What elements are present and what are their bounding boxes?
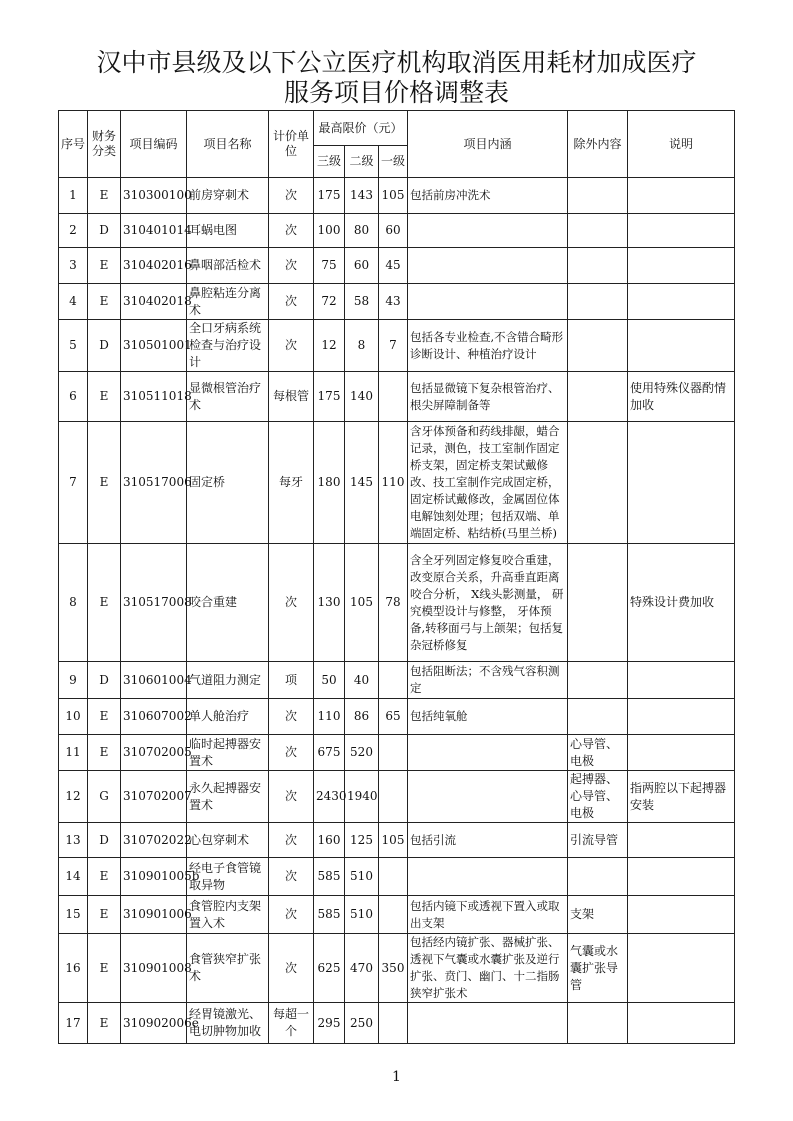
cell-code: 310607002 — [121, 699, 187, 735]
cell-seq: 4 — [59, 284, 88, 320]
cell-price-level2: 105 — [345, 544, 379, 662]
cell-exclusions — [568, 214, 628, 248]
cell-code: 310402016 — [121, 248, 187, 284]
cell-name: 食管腔内支架置入术 — [187, 896, 269, 934]
cell-exclusions — [568, 320, 628, 372]
cell-price-level1: 45 — [379, 248, 408, 284]
cell-price-level3: 75 — [314, 248, 345, 284]
cell-category: D — [88, 320, 121, 372]
table-row — [59, 372, 735, 422]
cell-name: 经电子食管镜取异物 — [187, 858, 269, 896]
cell-price-level1: 65 — [379, 699, 408, 735]
cell-code: 310601004 — [121, 662, 187, 699]
cell-price-level1 — [379, 858, 408, 896]
cell-category: E — [88, 934, 121, 1003]
table-body — [59, 178, 735, 1044]
cell-name: 鼻咽部活检术 — [187, 248, 269, 284]
cell-exclusions — [568, 422, 628, 544]
cell-code: 310300100 — [121, 178, 187, 214]
table-row — [59, 771, 735, 823]
cell-seq: 10 — [59, 699, 88, 735]
cell-seq: 3 — [59, 248, 88, 284]
header-unit: 计价单位 — [269, 111, 314, 178]
cell-seq: 15 — [59, 896, 88, 934]
cell-price-level2: 125 — [345, 823, 379, 858]
cell-price-level2: 40 — [345, 662, 379, 699]
cell-seq: 6 — [59, 372, 88, 422]
cell-price-level2: 143 — [345, 178, 379, 214]
cell-category: E — [88, 248, 121, 284]
table-row — [59, 544, 735, 662]
cell-price-level3: 50 — [314, 662, 345, 699]
cell-name: 前房穿刺术 — [187, 178, 269, 214]
cell-unit: 次 — [269, 214, 314, 248]
cell-unit: 次 — [269, 248, 314, 284]
table-row — [59, 248, 735, 284]
cell-price-level2: 58 — [345, 284, 379, 320]
cell-category: D — [88, 214, 121, 248]
cell-seq: 12 — [59, 771, 88, 823]
cell-price-level2: 510 — [345, 858, 379, 896]
table-row — [59, 178, 735, 214]
cell-price-level3: 585 — [314, 896, 345, 934]
cell-price-level3: 295 — [314, 1003, 345, 1044]
cell-content: 包括经内镜扩张、器械扩张、透视下气囊或水囊扩张及逆行扩张、贲门、幽门、十二指肠狭窄扩张术 — [408, 934, 568, 1003]
cell-price-level2: 60 — [345, 248, 379, 284]
cell-notes — [628, 422, 735, 544]
cell-content — [408, 735, 568, 771]
cell-seq: 9 — [59, 662, 88, 699]
cell-exclusions: 起搏器、心导管、电极 — [568, 771, 628, 823]
cell-notes — [628, 214, 735, 248]
cell-unit: 次 — [269, 735, 314, 771]
cell-seq: 13 — [59, 823, 88, 858]
table-row — [59, 735, 735, 771]
cell-price-level3: 175 — [314, 178, 345, 214]
header-seq: 序号 — [59, 111, 88, 178]
cell-unit: 次 — [269, 544, 314, 662]
cell-name: 单人舱治疗 — [187, 699, 269, 735]
header-level3: 三级 — [314, 146, 345, 178]
cell-unit: 次 — [269, 858, 314, 896]
cell-price-level1 — [379, 1003, 408, 1044]
cell-name: 咬合重建 — [187, 544, 269, 662]
cell-seq: 11 — [59, 735, 88, 771]
cell-seq: 16 — [59, 934, 88, 1003]
cell-code: 310501001 — [121, 320, 187, 372]
cell-seq: 14 — [59, 858, 88, 896]
price-adjustment-table — [58, 110, 735, 1044]
table-row — [59, 284, 735, 320]
cell-name: 耳蜗电图 — [187, 214, 269, 248]
table-row — [59, 1003, 735, 1044]
cell-price-level2: 145 — [345, 422, 379, 544]
cell-name: 气道阻力测定 — [187, 662, 269, 699]
cell-seq: 8 — [59, 544, 88, 662]
cell-price-level3: 110 — [314, 699, 345, 735]
cell-price-level3: 2430 — [314, 771, 345, 823]
cell-exclusions: 心导管、电极 — [568, 735, 628, 771]
cell-content: 包括显微镜下复杂根管治疗、根尖屏障制备等 — [408, 372, 568, 422]
header-exclusions: 除外内容 — [568, 111, 628, 178]
cell-price-level2: 80 — [345, 214, 379, 248]
table-row — [59, 662, 735, 699]
table-row — [59, 823, 735, 858]
cell-code: 310517008 — [121, 544, 187, 662]
cell-exclusions — [568, 662, 628, 699]
cell-price-level1 — [379, 771, 408, 823]
cell-name: 鼻腔粘连分离术 — [187, 284, 269, 320]
cell-category: E — [88, 178, 121, 214]
header-name: 项目名称 — [187, 111, 269, 178]
cell-name: 固定桥 — [187, 422, 269, 544]
cell-notes — [628, 858, 735, 896]
cell-price-level1: 350 — [379, 934, 408, 1003]
cell-exclusions — [568, 178, 628, 214]
cell-notes — [628, 823, 735, 858]
cell-content: 包括纯氧舱 — [408, 699, 568, 735]
document-title-line1: 汉中市县级及以下公立医疗机构取消医用耗材加成医疗 — [96, 48, 697, 77]
cell-notes — [628, 934, 735, 1003]
cell-exclusions: 引流导管 — [568, 823, 628, 858]
cell-price-level1: 78 — [379, 544, 408, 662]
cell-content — [408, 858, 568, 896]
cell-code: 310511018 — [121, 372, 187, 422]
cell-name: 食管狭窄扩张术 — [187, 934, 269, 1003]
cell-notes — [628, 248, 735, 284]
header-category: 财务分类 — [88, 111, 121, 178]
cell-price-level2: 470 — [345, 934, 379, 1003]
cell-price-level3: 175 — [314, 372, 345, 422]
cell-price-level2: 8 — [345, 320, 379, 372]
cell-code: 310901005b — [121, 858, 187, 896]
cell-content — [408, 1003, 568, 1044]
cell-content — [408, 284, 568, 320]
cell-name: 临时起搏器安置术 — [187, 735, 269, 771]
cell-name: 显微根管治疗术 — [187, 372, 269, 422]
cell-code: 310702005 — [121, 735, 187, 771]
cell-price-level2: 140 — [345, 372, 379, 422]
cell-price-level1: 105 — [379, 178, 408, 214]
cell-seq: 5 — [59, 320, 88, 372]
cell-notes: 指两腔以下起搏器安装 — [628, 771, 735, 823]
cell-unit: 次 — [269, 284, 314, 320]
cell-price-level1 — [379, 372, 408, 422]
cell-unit: 次 — [269, 699, 314, 735]
table-row — [59, 214, 735, 248]
table-row — [59, 858, 735, 896]
cell-exclusions: 支架 — [568, 896, 628, 934]
cell-category: E — [88, 422, 121, 544]
cell-price-level3: 160 — [314, 823, 345, 858]
cell-name: 经胃镜激光、电切肿物加收 — [187, 1003, 269, 1044]
cell-exclusions — [568, 248, 628, 284]
cell-price-level3: 180 — [314, 422, 345, 544]
cell-price-level2: 250 — [345, 1003, 379, 1044]
cell-notes — [628, 284, 735, 320]
cell-exclusions — [568, 284, 628, 320]
cell-unit: 次 — [269, 178, 314, 214]
cell-price-level1 — [379, 735, 408, 771]
cell-content: 包括引流 — [408, 823, 568, 858]
cell-unit: 项 — [269, 662, 314, 699]
cell-seq: 1 — [59, 178, 88, 214]
cell-content: 含全牙列固定修复咬合重建，改变原合关系，升高垂直距离咬合分析， X线头影测量， 研究模型设计与修整， 牙体预备,转移面弓与上颌架；包括复杂冠桥修复 — [408, 544, 568, 662]
cell-unit: 次 — [269, 896, 314, 934]
cell-unit: 次 — [269, 320, 314, 372]
table-row — [59, 422, 735, 544]
cell-price-level1: 105 — [379, 823, 408, 858]
cell-price-level3: 100 — [314, 214, 345, 248]
cell-name: 全口牙病系统检查与治疗设计 — [187, 320, 269, 372]
header-level2: 二级 — [345, 146, 379, 178]
cell-code: 310902006e — [121, 1003, 187, 1044]
cell-exclusions — [568, 372, 628, 422]
header-content: 项目内涵 — [408, 111, 568, 178]
cell-notes — [628, 320, 735, 372]
cell-code: 310401014 — [121, 214, 187, 248]
cell-notes — [628, 896, 735, 934]
cell-notes — [628, 1003, 735, 1044]
page-number: 1 — [392, 1069, 401, 1085]
cell-price-level1: 60 — [379, 214, 408, 248]
cell-code: 310901008 — [121, 934, 187, 1003]
cell-seq: 2 — [59, 214, 88, 248]
cell-notes — [628, 662, 735, 699]
cell-seq: 17 — [59, 1003, 88, 1044]
cell-category: E — [88, 896, 121, 934]
table-row — [59, 320, 735, 372]
cell-content: 含牙体预备和药线排龈，蜡合记录，测色，技工室制作固定桥支架，固定桥支架试戴修改、技工室制作完成固定桥，固定桥试戴修改，金属固位体电解蚀刻处理；包括双端、单端固定桥、粘结桥(马里兰桥) — [408, 422, 568, 544]
cell-price-level1: 43 — [379, 284, 408, 320]
cell-notes: 特殊设计费加收 — [628, 544, 735, 662]
cell-price-level1: 110 — [379, 422, 408, 544]
cell-price-level2: 86 — [345, 699, 379, 735]
cell-price-level3: 625 — [314, 934, 345, 1003]
cell-price-level3: 12 — [314, 320, 345, 372]
cell-content — [408, 248, 568, 284]
header-level1: 一级 — [379, 146, 408, 178]
cell-category: D — [88, 662, 121, 699]
cell-notes — [628, 178, 735, 214]
cell-price-level2: 510 — [345, 896, 379, 934]
cell-price-level3: 130 — [314, 544, 345, 662]
cell-price-level2: 1940 — [345, 771, 379, 823]
cell-seq: 7 — [59, 422, 88, 544]
cell-code: 310702007 — [121, 771, 187, 823]
cell-unit: 次 — [269, 771, 314, 823]
cell-category: E — [88, 699, 121, 735]
cell-unit: 每根管 — [269, 372, 314, 422]
cell-exclusions — [568, 544, 628, 662]
table-row — [59, 896, 735, 934]
cell-category: E — [88, 735, 121, 771]
cell-price-level3: 585 — [314, 858, 345, 896]
cell-code: 310702022 — [121, 823, 187, 858]
cell-content: 包括内镜下或透视下置入或取出支架 — [408, 896, 568, 934]
header-code: 项目编码 — [121, 111, 187, 178]
cell-content: 包括阻断法；不含残气容积测定 — [408, 662, 568, 699]
cell-category: D — [88, 823, 121, 858]
cell-category: E — [88, 544, 121, 662]
cell-content: 包括各专业检查,不含错合畸形诊断设计、种植治疗设计 — [408, 320, 568, 372]
cell-category: E — [88, 1003, 121, 1044]
cell-content — [408, 771, 568, 823]
cell-unit: 每牙 — [269, 422, 314, 544]
table-row — [59, 934, 735, 1003]
cell-exclusions — [568, 699, 628, 735]
cell-notes — [628, 699, 735, 735]
header-max-price: 最高限价（元） — [314, 111, 408, 146]
header-notes: 说明 — [628, 111, 735, 178]
cell-price-level1 — [379, 662, 408, 699]
cell-category: E — [88, 372, 121, 422]
document-title-line2: 服务项目价格调整表 — [283, 78, 509, 107]
cell-unit: 每超一个 — [269, 1003, 314, 1044]
cell-name: 心包穿刺术 — [187, 823, 269, 858]
cell-code: 310517006 — [121, 422, 187, 544]
cell-category: E — [88, 284, 121, 320]
cell-unit: 次 — [269, 823, 314, 858]
cell-exclusions — [568, 858, 628, 896]
cell-price-level1 — [379, 896, 408, 934]
cell-content — [408, 214, 568, 248]
cell-price-level3: 72 — [314, 284, 345, 320]
cell-notes: 使用特殊仪器酌情加收 — [628, 372, 735, 422]
cell-price-level2: 520 — [345, 735, 379, 771]
cell-category: E — [88, 858, 121, 896]
cell-price-level3: 675 — [314, 735, 345, 771]
cell-code: 310901006 — [121, 896, 187, 934]
cell-code: 310402018 — [121, 284, 187, 320]
cell-content: 包括前房冲洗术 — [408, 178, 568, 214]
cell-exclusions — [568, 1003, 628, 1044]
cell-unit: 次 — [269, 934, 314, 1003]
cell-name: 永久起搏器安置术 — [187, 771, 269, 823]
cell-category: G — [88, 771, 121, 823]
cell-notes — [628, 735, 735, 771]
table-row — [59, 699, 735, 735]
cell-price-level1: 7 — [379, 320, 408, 372]
cell-exclusions: 气囊或水囊扩张导管 — [568, 934, 628, 1003]
